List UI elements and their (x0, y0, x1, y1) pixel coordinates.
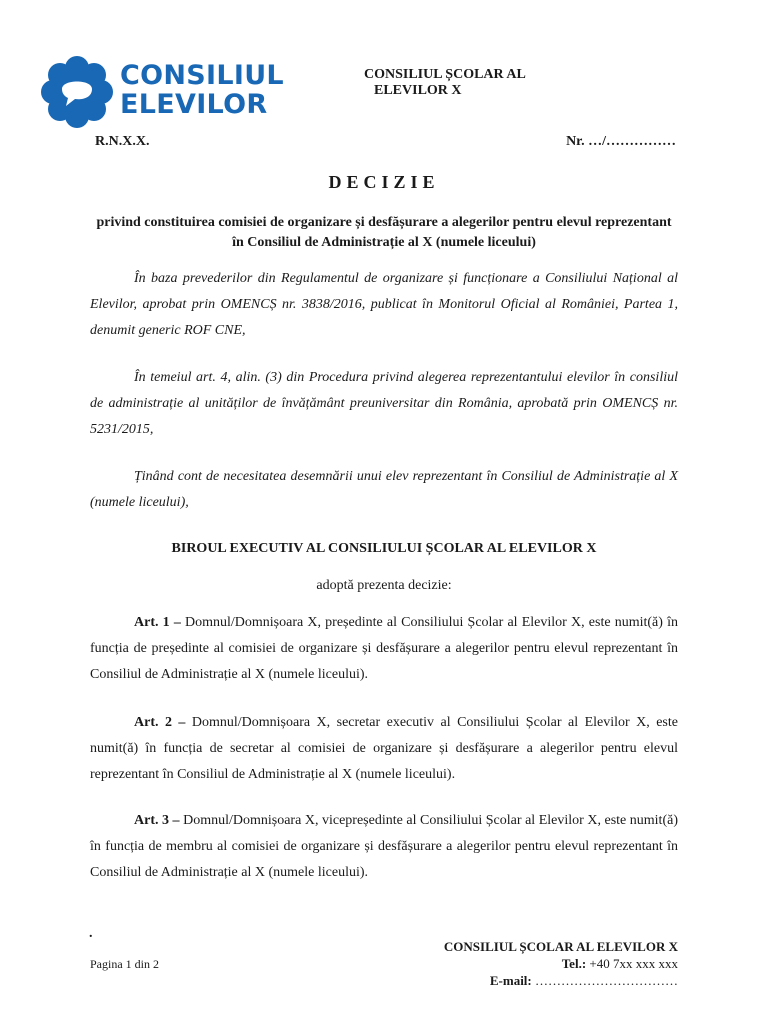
article-3 (90, 808, 678, 886)
header-org-line-2: ELEVILOR X (374, 83, 462, 98)
article-1 (90, 610, 678, 688)
article-2-text: Domnul/Domnișoara X, secretar executiv al Consiliului Școlar al Elevilor X, este numit(ă) în funcția de secretar al comisiei de organizare și desfășurare a alegerilor pentru elevul reprezentant în Consiliul de Administrație al X (numele liceului). (90, 715, 678, 782)
preamble-paragraph-2: În temeiul art. 4, alin. (3) din Procedura privind alegerea reprezentantului elevilor în consiliul de administrație al unităților de învățământ preuniversitar din România, aprobată prin OMENCȘ nr. 5231/2015, (90, 370, 678, 437)
flower-speech-bubble-icon (40, 55, 114, 129)
phone-label: Tel.: (561, 956, 587, 971)
registry-code: R.N.X.X. (95, 134, 150, 149)
page-number: Pagina 1 din 2 (90, 957, 159, 971)
document-number: Nr. …/…………… (566, 134, 676, 149)
preamble-paragraph-1: În baza prevederilor din Regulamentul de organizare și funcționare a Consiliului Național al Elevilor, aprobat prin OMENCȘ nr. 3838/2016, publicat în Monitorul Oficial al României, Partea 1, denumit generic ROF CNE, (90, 271, 678, 338)
logo-wordmark (120, 61, 284, 119)
article-2-label: Art. 2 – (134, 715, 186, 730)
article-3-text: Domnul/Domnișoara X, vicepreședinte al Consiliului Școlar al Elevilor X, este numit(ă) în funcția de membru al comisiei de organizare și desfășurare a alegerilor pentru elevul reprezentant în Consiliul de Administrație al X (numele liceului). (90, 813, 678, 880)
logo-line-2: ELEVILOR (120, 89, 268, 120)
adopts-statement: adoptă prezenta decizie: (316, 578, 452, 593)
consiliul-elevilor-logo (40, 53, 284, 133)
footer-phone (444, 955, 678, 972)
article-3-label: Art. 3 – (134, 813, 180, 828)
header-org-line-1: CONSILIUL ȘCOLAR AL (364, 67, 526, 82)
preamble-paragraph-3: Ținând cont de necesitatea desemnării unui elev reprezentant în Consiliul de Administrație al X (numele liceului), (90, 469, 678, 510)
document-title: DECIZIE (328, 172, 440, 192)
article-2 (90, 710, 678, 788)
article-1-text: Domnul/Domnișoara X, președinte al Consiliului Școlar al Elevilor X, este numit(ă) în funcția de președinte al comisiei de organizare și desfășurare a alegerilor pentru elevul reprezentant în Consiliul de Administrație al X (numele liceului). (90, 615, 678, 682)
footer-contact (444, 938, 678, 989)
document-subtitle: privind constituirea comisiei de organizare și desfășurare a alegerilor pentru elevul reprezentant în Consiliul de Administrație al X (numele liceului) (96, 215, 672, 250)
phone-value: +40 7xx xxx xxx (586, 956, 678, 971)
logo-line-1: CONSILIUL (120, 60, 284, 91)
footer-dot: . (89, 926, 93, 941)
email-label: E-mail: (489, 973, 532, 988)
article-1-label: Art. 1 – (134, 615, 181, 630)
footer-organization: CONSILIUL ȘCOLAR AL ELEVILOR X (443, 939, 678, 954)
issuing-body: BIROUL EXECUTIV AL CONSILIULUI ȘCOLAR AL ELEVILOR X (171, 541, 597, 556)
header-organization (364, 67, 526, 99)
footer-email (444, 972, 678, 989)
email-value: …………………………… (531, 973, 678, 988)
